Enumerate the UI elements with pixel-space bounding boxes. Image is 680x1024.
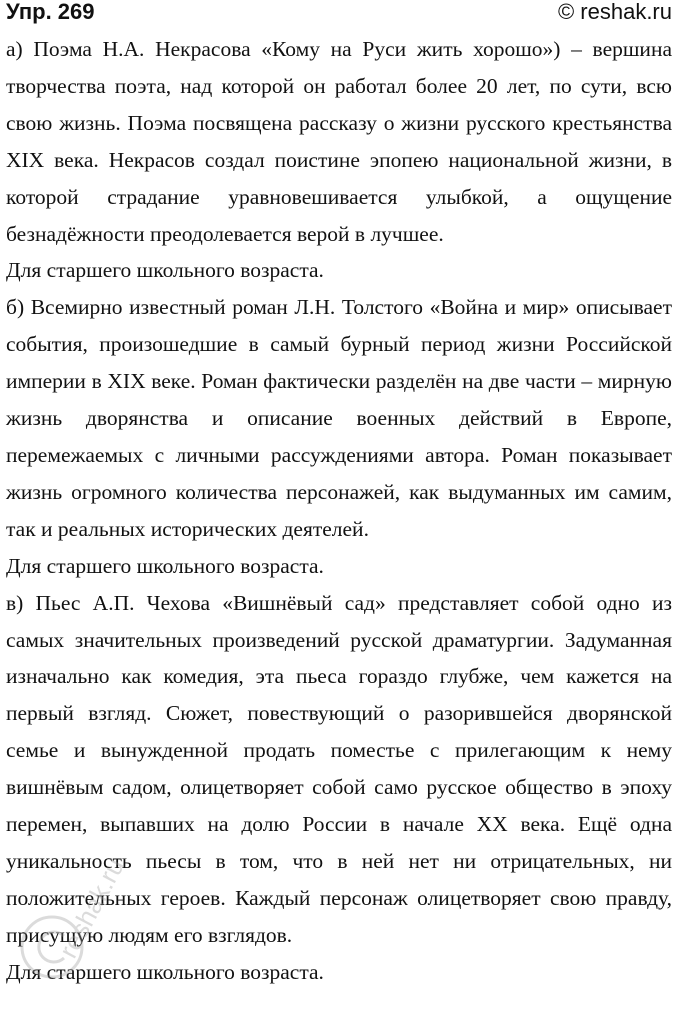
- page-header: [6, 0, 672, 26]
- paragraph-c-note: Для старшего школьного возраста.: [6, 959, 324, 984]
- watermark-text: reshak.ru: [52, 853, 131, 963]
- site-credit: © reshak.ru: [557, 0, 672, 24]
- exercise-title: Упр. 269: [6, 0, 95, 24]
- paragraph-a: а) Поэма Н.А. Некрасова «Кому на Руси жить хорошо») – вершина творчества поэта, над которой он работал более 20 лет, по сути, всю свою жизнь. Поэма посвящена рассказу о жизни русского крестьянства XIX века. Некрасов создал поистине эпопею национальной жизни, в которой страдание уравновешивается улыбкой, а ощущение безнадёжности преодолевается верой в лучшее.: [6, 37, 672, 246]
- paragraph-a-note: Для старшего школьного возраста.: [6, 258, 324, 283]
- paragraph-b-note: Для старшего школьного возраста.: [6, 553, 324, 578]
- paragraph-c: в) Пьес А.П. Чехова «Вишнёвый сад» представляет собой одно из самых значительных произведений русской драматургии. Задуманная изначально как комедия, эта пьеса гораздо глубже, чем кажется на первый взгляд. Сюжет, повествующий о разорившейся дворянской семье и вынужденной продать поместье с прилегающим к нему вишнёвым садом, олицетворяет собой само русское общество в эпоху перемен, выпавших на долю России в начале XX века. Ещё одна уникальность пьесы в том, что в ней нет ни отрицательных, ни положительных героев. Каждый персонаж олицетворяет свою правду, присущую людям его взглядов.: [6, 590, 672, 947]
- paragraph-b: б) Всемирно известный роман Л.Н. Толстого «Война и мир» описывает события, произошедшие в самый бурный период жизни Российской империи в XIX веке. Роман фактически разделён на две части – мирную жизнь дворянства и описание военных действий в Европе, перемежаемых с личными рассуждениями автора. Роман показывает жизнь огромного количества персонажей, как выдуманных им самим, так и реальных исторических деятелей.: [6, 295, 672, 541]
- answer-text: [6, 31, 672, 991]
